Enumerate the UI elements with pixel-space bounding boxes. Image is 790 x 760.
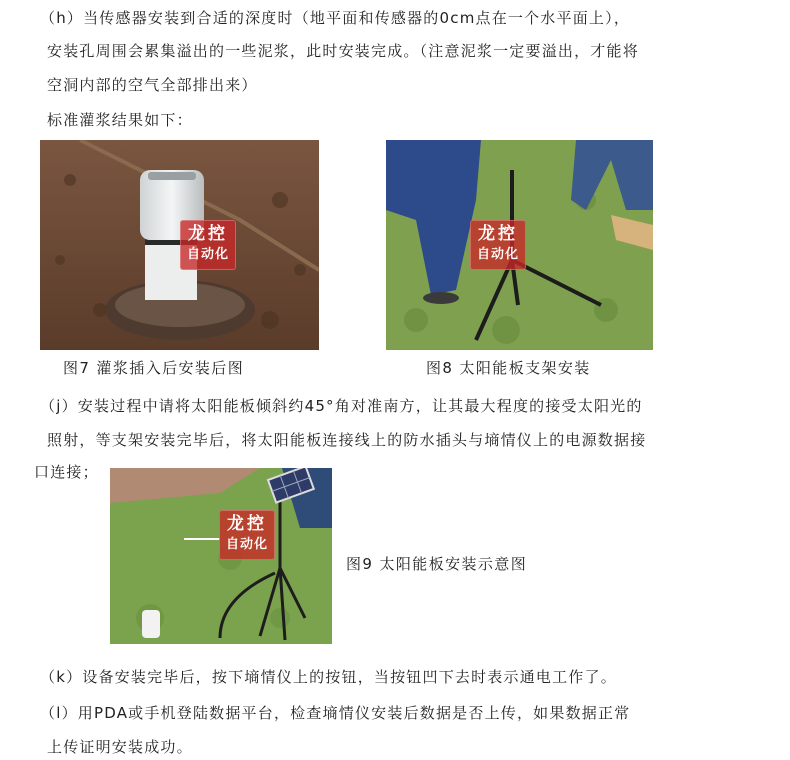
- para-k: （k）设备安装完毕后，按下墒情仪上的按钮，当按钮凹下去时表示通电工作了。: [40, 668, 617, 686]
- para-h-line-3: 空洞内部的空气全部排出来）: [47, 76, 258, 94]
- para-h-line-2: 安装孔周围会累集溢出的一些泥浆，此时安装完成。（注意泥浆一定要溢出，才能将: [47, 42, 639, 60]
- watermark-line-1: 龙控: [478, 224, 518, 244]
- watermark-line-2: 自动化: [186, 247, 229, 262]
- watermark-line-1: 龙控: [227, 514, 267, 534]
- fig7-caption: 图7 灌浆插入后安装后图: [63, 359, 245, 377]
- watermark-line-2: 自动化: [476, 247, 519, 262]
- para-h-line-1: （h）当传感器安装到合适的深度时（地平面和传感器的0cm点在一个水平面上），: [40, 9, 631, 27]
- fig7-watermark-logo: [180, 220, 236, 270]
- para-j-line-2: 照射，等支架安装完毕后，将太阳能板连接线上的防水插头与墒情仪上的电源数据接: [47, 431, 647, 449]
- watermark-line-2: 自动化: [225, 537, 268, 552]
- fig9-watermark-logo: [219, 510, 275, 560]
- para-l-line-2: 上传证明安装成功。: [47, 738, 193, 756]
- para-j-line-1: （j）安装过程中请将太阳能板倾斜约45°角对准南方，让其最大程度的接受太阳光的: [40, 397, 643, 415]
- watermark-line-1: 龙控: [188, 224, 228, 244]
- intro-text: 标准灌浆结果如下：: [47, 111, 193, 129]
- para-j-line-3: 口连接；: [34, 463, 99, 481]
- fig8-caption: 图8 太阳能板支架安装: [426, 359, 591, 377]
- fig9-caption: 图9 太阳能板安装示意图: [346, 555, 528, 573]
- para-l-line-1: （l）用PDA或手机登陆数据平台，检查墒情仪安装后数据是否上传，如果数据正常: [40, 704, 631, 722]
- fig8-watermark-logo: [470, 220, 526, 270]
